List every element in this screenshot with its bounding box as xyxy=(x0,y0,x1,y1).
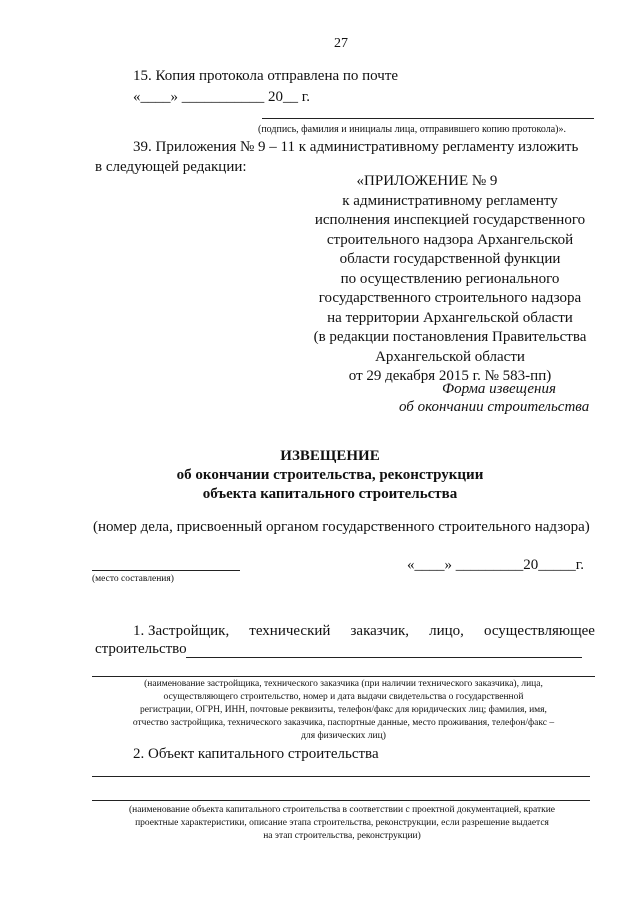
section1-line2: строительство xyxy=(95,641,187,657)
section1-caption-line xyxy=(92,676,595,677)
item15-text: 15. Копия протокола отправлена по почте xyxy=(133,68,399,84)
section1-caption-line: осуществляющего строительство, номер и дата выдачи свидетельства о государственной xyxy=(163,692,524,702)
section1-caption-line: (наименование застройщика, технического заказчика (при наличии технического заказчика), лица, xyxy=(144,679,543,689)
place-line xyxy=(92,570,240,571)
title-line3: объекта капитального строительства xyxy=(202,486,458,502)
section1-fill-line xyxy=(186,657,582,658)
form-label-line1: Форма извещения xyxy=(442,381,556,397)
page-number: 27 xyxy=(334,36,348,51)
section1-caption-line: для физических лиц) xyxy=(301,731,386,741)
section2-caption-line xyxy=(92,800,590,801)
section2-title: 2. Объект капитального строительства xyxy=(133,746,379,762)
appendix-line: на территории Архангельской области xyxy=(327,309,573,326)
appendix-line: (в редакции постановления Правительства xyxy=(313,329,587,345)
date-field: «____» _________20_____г. xyxy=(407,557,584,573)
item15-date: «____» ___________ 20__ г. xyxy=(133,89,310,105)
appendix-line: к административному регламенту xyxy=(342,192,558,209)
section2-caption xyxy=(92,804,592,843)
signature-line xyxy=(262,118,594,119)
appendix-line: Архангельской области xyxy=(375,348,525,365)
appendix-line: государственного строительного надзора xyxy=(318,290,582,306)
signature-caption: (подпись, фамилия и инициалы лица, отправившего копию протокола)». xyxy=(258,124,566,135)
item39-line2: в следующей редакции: xyxy=(95,159,247,175)
section1-word: технический xyxy=(249,623,331,639)
appendix-line: от 29 декабря 2015 г. № 583-пп) xyxy=(348,368,552,384)
section1-word: лицо, xyxy=(429,623,464,639)
section1-caption xyxy=(92,678,595,743)
section1-line1 xyxy=(133,623,595,640)
section2-caption-line: на этап строительства, реконструкции) xyxy=(263,831,421,841)
appendix-line: области государственной функции xyxy=(339,251,561,267)
section1-caption-line: отчество застройщика, технического заказчика, паспортные данные, место проживания, телефон/факс – xyxy=(132,718,555,728)
section2-fill-line xyxy=(92,776,590,777)
section1-caption-line: регистрации, ОГРН, ИНН, почтовые реквизиты, телефон/факс для юридических лиц; фамилия, имя, xyxy=(140,705,547,715)
section2-caption-line: (наименование объекта капитального строительства в соответствии с проектной документацией, краткие xyxy=(128,805,556,815)
section2-caption-line: проектные характеристики, описание этапа строительства, реконструкции, если разрешение выдается xyxy=(135,818,549,828)
section1-word: заказчик, xyxy=(350,623,410,639)
appendix-line: по осуществлению регионального xyxy=(340,270,560,287)
title-line1: ИЗВЕЩЕНИЕ xyxy=(280,448,380,464)
appendix-block xyxy=(300,172,600,387)
appendix-line: «ПРИЛОЖЕНИЕ № 9 xyxy=(356,173,498,189)
title-line2: об окончании строительства, реконструкции xyxy=(176,467,484,483)
section1-word: осуществляющее xyxy=(483,623,595,639)
appendix-line: строительного надзора Архангельской xyxy=(326,231,574,248)
section1-word: 1. Застройщик, xyxy=(133,623,230,639)
place-caption: (место составления) xyxy=(92,574,174,584)
form-label-line2: об окончании строительства xyxy=(399,399,590,415)
item39-line1: 39. Приложения № 9 – 11 к административному регламенту изложить xyxy=(133,139,579,155)
appendix-line: исполнения инспекцией государственного xyxy=(314,212,586,228)
case-number-caption: (номер дела, присвоенный органом государственного строительного надзора) xyxy=(93,519,590,535)
notice-title xyxy=(0,447,640,504)
